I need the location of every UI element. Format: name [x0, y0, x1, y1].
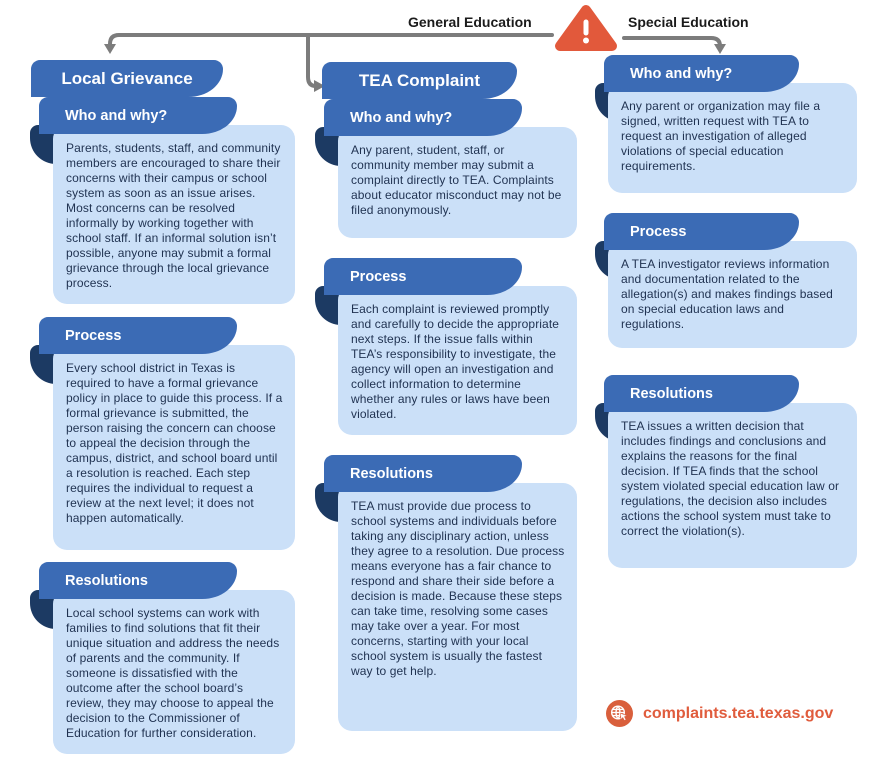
local-grievance-title: Local Grievance	[31, 60, 223, 97]
card-sped-who-and-why	[595, 55, 857, 193]
section-body: A TEA investigator reviews information and documentation related to the allegation(s) and makes findings based on special education laws and regulations.	[608, 241, 857, 348]
column-special-education	[595, 55, 857, 765]
card-sped-resolutions	[595, 375, 857, 568]
column-tea-complaint	[315, 62, 577, 762]
section-body: Parents, students, staff, and community members are encouraged to share their concerns with their campus or school system as soon as an issue arises. Most concerns can be resolved informally by working together with school staff. If an informal solution isn’t possible, anyone may submit a formal grievance through the local grievance process.	[53, 125, 295, 304]
column-local-grievance	[30, 60, 295, 765]
card-sped-process	[595, 213, 857, 348]
section-body: Local school systems can work with families to find solutions that fit their unique situation and address the needs of parents and the community. If someone is dissatisfied with the outcome after the school board’s review, they may choose to appeal the decision to the Commissioner of Education for further consideration.	[53, 590, 295, 754]
general-education-label: General Education	[408, 14, 532, 30]
special-education-label: Special Education	[628, 14, 749, 30]
section-body: TEA must provide due process to school systems and individuals before taking any disciplinary action, unless they agree to a resolution. Due process means everyone has a fair chance to respond and share their side before a decision is made. Because these steps can take time, resolving some cases may take over a year. For most concerns, starting with your local school system is usually the fastest way to get help.	[338, 483, 577, 731]
section-heading: Who and why?	[39, 97, 237, 134]
section-heading: Process	[39, 317, 237, 354]
section-heading: Process	[604, 213, 799, 250]
section-heading: Resolutions	[39, 562, 237, 599]
globe-cursor-icon	[606, 700, 633, 727]
tea-complaint-title: TEA Complaint	[322, 62, 517, 99]
card-tea-who-and-why	[315, 99, 577, 238]
section-heading: Who and why?	[324, 99, 522, 136]
section-body: Every school district in Texas is required to have a formal grievance policy in place to guide this process. If a formal grievance is submitted, the person raising the concern can choose to appeal the decision through the campus, district, and school board until a resolution is reached. Each step requires the individual to request a review at the next level; it does not happen automatically.	[53, 345, 295, 550]
section-body: Any parent or organization may file a signed, written request with TEA to request an investigation of alleged violations of special education requirements.	[608, 83, 857, 193]
card-local-who-and-why	[30, 97, 295, 304]
card-tea-process	[315, 258, 577, 435]
section-body: Any parent, student, staff, or community member may submit a complaint directly to TEA. Complaints about educator misconduct may not be filed anonymously.	[338, 127, 577, 238]
footer-link-row	[606, 700, 833, 727]
card-local-process	[30, 317, 295, 550]
section-body: Each complaint is reviewed promptly and carefully to decide the appropriate next steps. If the issue falls within TEA’s responsibility to investigate, the agency will open an investigation and collect information to determine whether any rules or laws have been violated.	[338, 286, 577, 435]
warning-triangle-icon	[545, 0, 627, 56]
section-body: TEA issues a written decision that includes findings and conclusions and explains the reasons for the final decision. If TEA finds that the school system violated special education law or regulations, the decision also includes actions the school system must take to correct the violation(s).	[608, 403, 857, 568]
section-heading: Resolutions	[324, 455, 522, 492]
card-local-resolutions	[30, 562, 295, 754]
footer-link[interactable]: complaints.tea.texas.gov	[643, 704, 834, 722]
section-heading: Who and why?	[604, 55, 799, 92]
card-tea-resolutions	[315, 455, 577, 731]
section-heading: Process	[324, 258, 522, 295]
section-heading: Resolutions	[604, 375, 799, 412]
